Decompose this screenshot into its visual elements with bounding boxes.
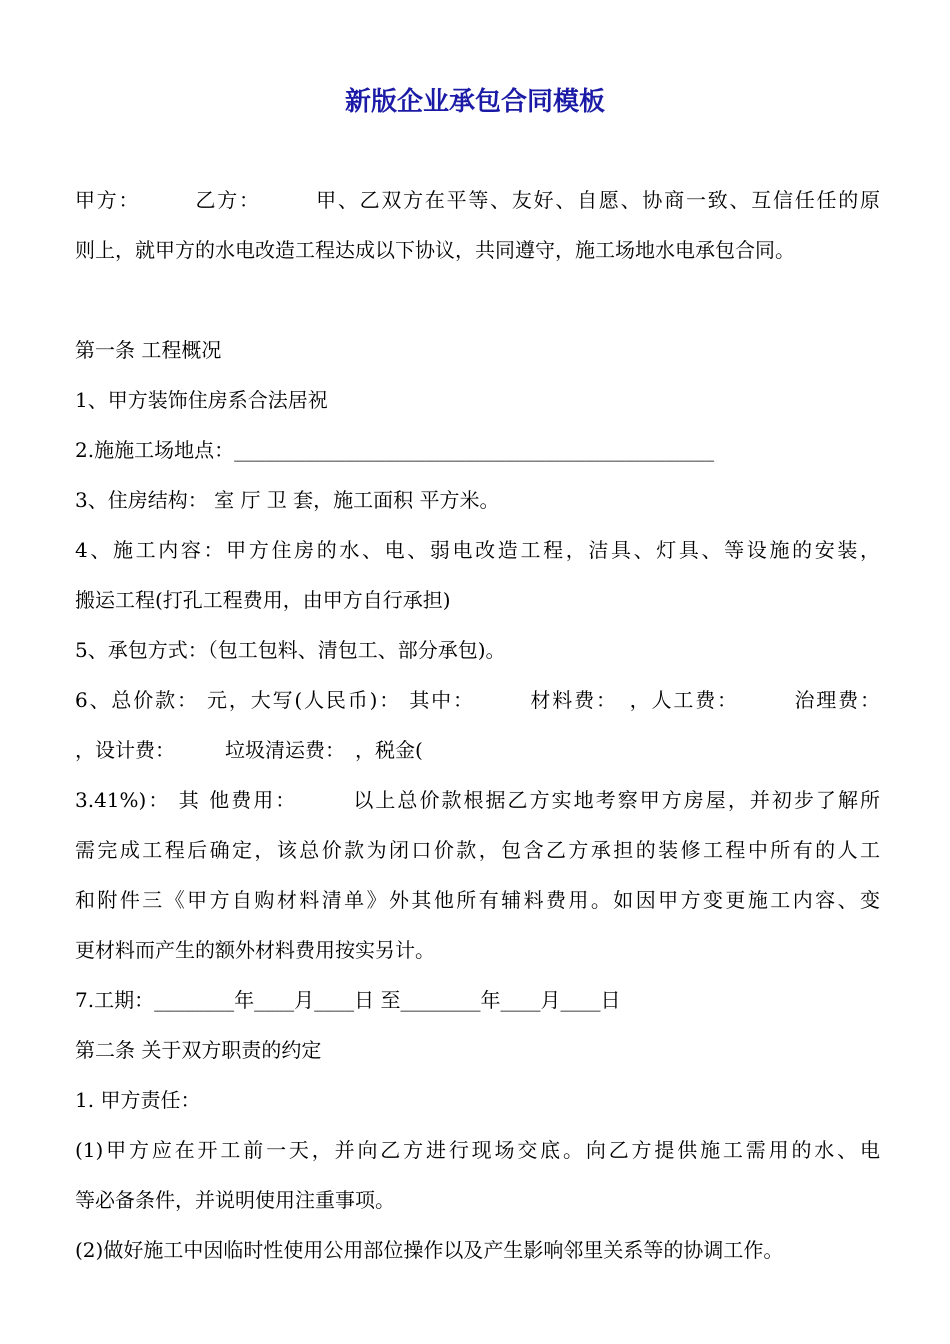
clause-line: 3、住房结构： 室 厅 卫 套，施工面积 平方米。: [75, 488, 500, 512]
paragraph-line: 甲方： 乙方： 甲、乙双方在平等、友好、自愿、协商一致、互信任任的原: [75, 188, 880, 212]
clause-line: 3.41%)： 其 他费用： 以上总价款根据乙方实地考察甲方房屋，并初步了解所: [75, 788, 880, 812]
document-title: 新版企业承包合同模板: [344, 87, 605, 117]
clause-line: 4、施工内容：甲方住房的水、电、弱电改造工程，洁具、灯具、等设施的安装，: [75, 538, 880, 562]
clause-line: 需完成工程后确定，该总价款为闭口价款，包含乙方承担的装修工程中所有的人工: [75, 838, 880, 862]
clause-line: ，设计费： 垃圾清运费： ，税金(: [75, 738, 423, 762]
clause-line: 2.施施工场地点：________________________________________________: [75, 438, 715, 462]
clause-line: 5、承包方式：（包工包料、清包工、部分承包)。: [75, 638, 506, 662]
clause-line: 等必备条件，并说明使用注重事项。: [75, 1188, 395, 1212]
section-heading: 第一条 工程概况: [75, 338, 222, 362]
clause-line: 1. 甲方责任：: [75, 1088, 201, 1112]
clause-line: (2)做好施工中因临时性使用公用部位操作以及产生影响邻里关系等的协调工作。: [75, 1238, 784, 1262]
clause-line: 搬运工程(打孔工程费用，由甲方自行承担): [75, 588, 451, 612]
clause-line: 更材料而产生的额外材料费用按实另计。: [75, 938, 435, 962]
clause-line: (1)甲方应在开工前一天，并向乙方进行现场交底。向乙方提供施工需用的水、电: [75, 1138, 880, 1162]
clause-line: 6、总价款： 元，大写(人民币)： 其中： 材料费： ，人工费： 治理费：: [75, 688, 880, 712]
paragraph-line: 则上，就甲方的水电改造工程达成以下协议，共同遵守，施工场地水电承包合同。: [75, 238, 795, 262]
section-heading: 第二条 关于双方职责的约定: [75, 1038, 322, 1062]
clause-line: 7.工期：________年____月____日 至________年____月____日: [75, 988, 621, 1012]
clause-line: 和附件三《甲方自购材料清单》外其他所有辅料费用。如因甲方变更施工内容、变: [75, 888, 880, 912]
clause-line: 1、甲方装饰住房系合法居祝: [75, 388, 328, 412]
